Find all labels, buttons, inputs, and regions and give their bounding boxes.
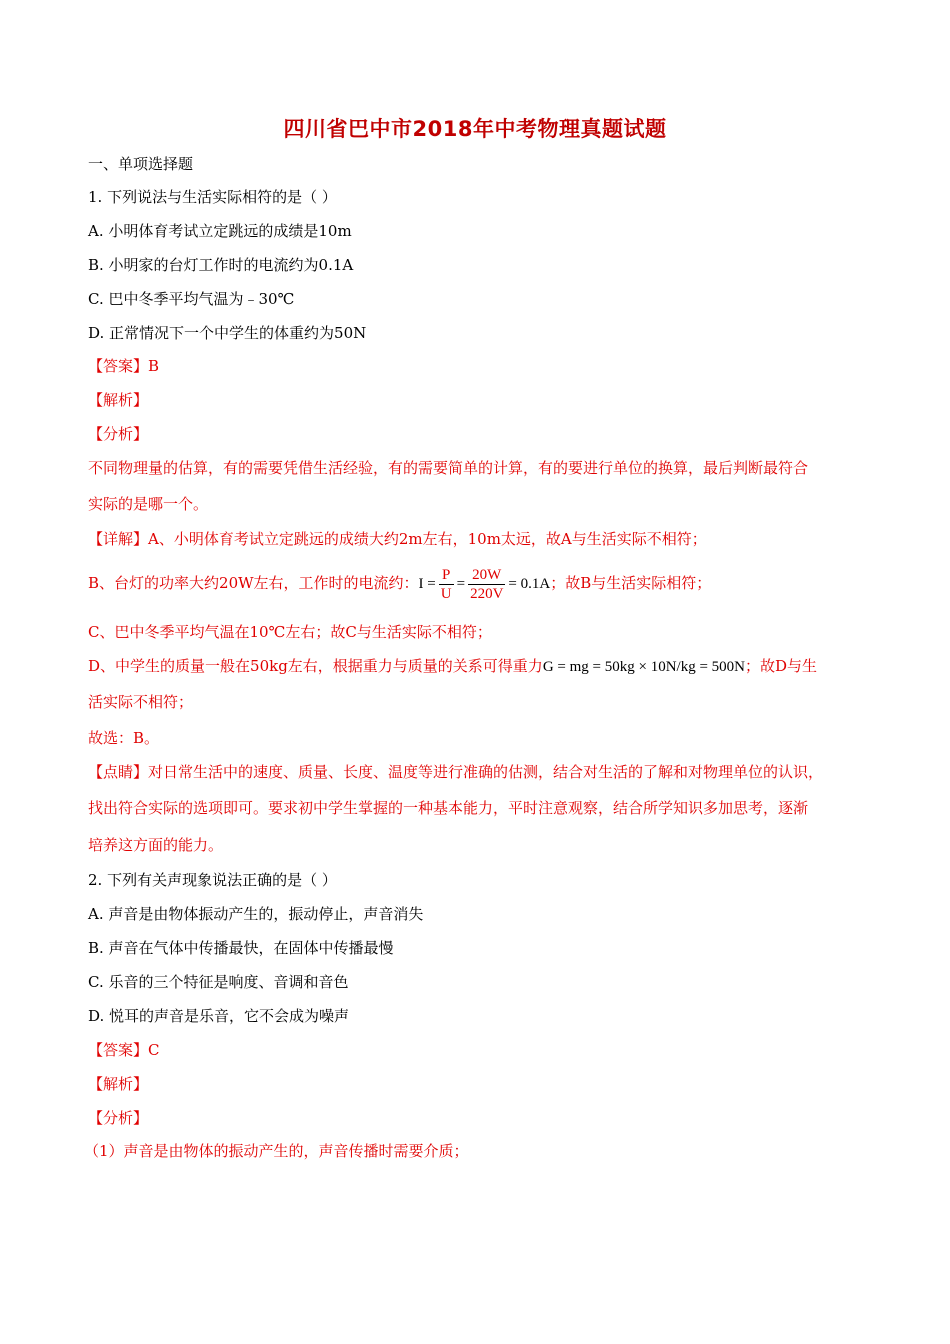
answer-value: B [148,357,160,375]
q1-detail-b [88,558,711,608]
q1-detail-a [88,529,707,549]
q1-option-c: C. 巴中冬季平均气温为﹣30℃ [88,290,295,308]
q1-answer [88,356,159,376]
q1-fenxi-tag: 【分析】 [88,425,149,443]
q1-fenxi-line1: 不同物理量的估算，有的需要凭借生活经验，有的需要简单的计算，有的要进行单位的换算，最后判断最符合 [88,459,809,477]
detail-b-post: ；故B与生活实际相符； [550,574,712,592]
q2-fenxi-line1: （1）声音是由物体的振动产生的，声音传播时需要介质； [84,1142,469,1160]
fraction-p-over-u [439,566,454,603]
dianjing-text: 对日常生活中的速度、质量、长度、温度等进行准确的估测，结合对生活的了解和对物理单位的认识， [148,763,824,781]
dianjing-tag: 【点睛】 [88,763,149,781]
fraction-20w-over-220v [468,566,505,603]
section-heading: 一、单项选择题 [88,155,194,173]
q1-dianjing-line3: 培养这方面的能力。 [88,836,224,854]
q2-fenxi-tag: 【分析】 [88,1109,149,1127]
answer-tag: 【答案】 [88,357,149,375]
q1-detail-d-line2: 活实际不相符； [88,693,194,711]
q1-dianjing-line1 [88,762,823,782]
q2-answer [88,1040,160,1060]
detail-a-text: A、小明体育考试立定跳远的成绩大约2m左右，10m太远，故A与生活实际不相符； [148,530,707,548]
q1-option-b: B. 小明家的台灯工作时的电流约为0.1A [88,256,354,274]
detail-d-pre: D、中学生的质量一般在50kg左右，根据重力与质量的关系可得重力 [88,657,543,675]
q1-stem: 1. 下列说法与生活实际相符的是（ ） [88,188,337,206]
q1-option-d: D. 正常情况下一个中学生的体重约为50N [88,324,367,342]
q2-option-d: D. 悦耳的声音是乐音，它不会成为噪声 [88,1007,350,1025]
q1-conclusion: 故选：B。 [88,729,160,747]
formula-rhs: = 0.1A [508,576,551,592]
q1-detail-c: C、巴中冬季平均气温在10℃左右；故C与生活实际不相符； [88,623,492,641]
page-title: 四川省巴中市2018年中考物理真题试题 [283,117,667,141]
xiangjie-tag: 【详解】 [88,530,149,548]
formula-lhs: I = [418,576,436,592]
q1-dianjing-line2: 找出符合实际的选项即可。要求初中学生掌握的一种基本能力，平时注意观察，结合所学知识多加思考，逐渐 [88,799,809,817]
q2-option-b: B. 声音在气体中传播最快，在固体中传播最慢 [88,939,394,957]
q2-option-c: C. 乐音的三个特征是响度、音调和音色 [88,973,349,991]
answer-value: C [148,1041,160,1059]
q1-fenxi-line2: 实际的是哪一个。 [88,495,209,513]
q1-jiexi-tag: 【解析】 [88,391,149,409]
q2-stem: 2. 下列有关声现象说法正确的是（ ） [88,871,337,889]
detail-d-post: ；故D与生 [744,657,818,675]
detail-b-pre: B、台灯的功率大约20W左右，工作时的电流约： [88,574,419,592]
fraction-denominator: U [440,585,452,602]
fraction-numerator: 20W [472,566,502,583]
fraction-numerator: P [442,566,451,583]
q2-option-a: A. 声音是由物体振动产生的，振动停止，声音消失 [88,905,424,923]
fraction-denominator: 220V [470,585,504,602]
formula-equals: = [456,576,466,592]
q1-detail-d [88,656,817,677]
q2-jiexi-tag: 【解析】 [88,1075,149,1093]
formula-gravity: G = mg = 50kg × 10N/kg = 500N [542,659,745,675]
q1-option-a: A. 小明体育考试立定跳远的成绩是10m [88,222,352,240]
answer-tag: 【答案】 [88,1041,149,1059]
